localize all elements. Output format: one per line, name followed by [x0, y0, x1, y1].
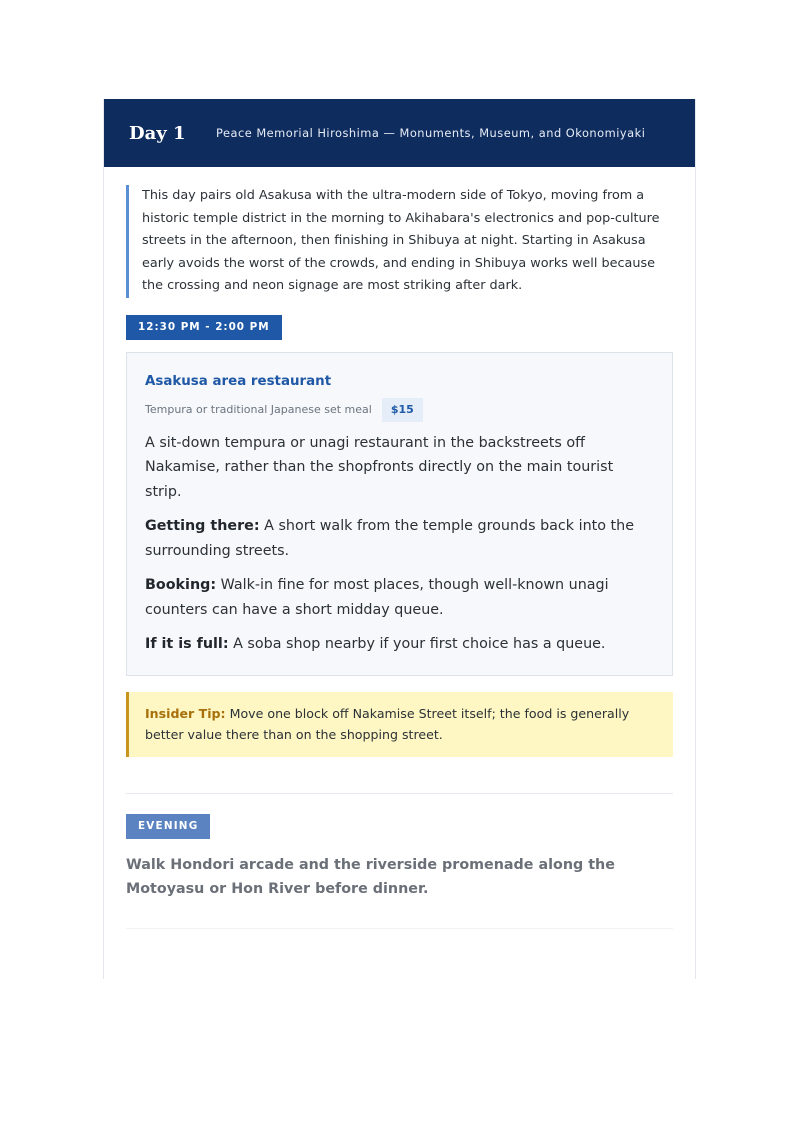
if-full	[145, 632, 654, 657]
getting-there	[145, 514, 654, 563]
booking	[145, 573, 654, 622]
restaurant-type: Tempura or traditional Japanese set meal	[145, 403, 372, 417]
restaurant-meta	[145, 398, 654, 422]
getting-there-text: A short walk from the temple grounds back into the surrounding streets.	[145, 518, 635, 559]
price-badge: $15	[382, 398, 423, 422]
day-card	[103, 99, 696, 979]
booking-text: Walk-in fine for most places, though well-known unagi counters can have a short midday queue.	[145, 577, 609, 618]
evening-badge: EVENING	[126, 814, 210, 839]
section-divider-bottom	[126, 928, 673, 929]
booking-label: Booking:	[145, 577, 217, 594]
day-header	[104, 99, 695, 167]
if-full-text: A soba shop nearby if your first choice has a queue.	[233, 636, 606, 653]
insider-tip-text: Move one block off Nakamise Street itself; the food is generally better value there than on the shopping street.	[145, 705, 630, 742]
evening-text: Walk Hondori arcade and the riverside promenade along the Motoyasu or Hon River before dinner.	[126, 856, 615, 897]
time-slot-badge: 12:30 PM - 2:00 PM	[126, 315, 282, 340]
day-title: Day 1	[129, 122, 186, 144]
restaurant-name[interactable]: Asakusa area restaurant	[145, 373, 332, 389]
insider-tip-label: Insider Tip:	[145, 705, 226, 721]
section-divider	[126, 793, 673, 794]
if-full-label: If it is full:	[145, 636, 229, 653]
day-intro: This day pairs old Asakusa with the ultra-modern side of Tokyo, moving from a historic temple district in the morning to Akihabara's electronics and pop-culture streets in the afternoon, then finishing in Shibuya at night. Starting in Asakusa early avoids the worst of the crowds, and ending in Shibuya works well because the crossing and neon signage are most striking after dark.	[126, 185, 673, 298]
getting-there-label: Getting there:	[145, 518, 260, 535]
insider-tip	[126, 692, 673, 757]
day-subtitle: Peace Memorial Hiroshima — Monuments, Museum, and Okonomiyaki	[216, 126, 646, 140]
day-body	[104, 167, 695, 929]
restaurant-description: A sit-down tempura or unagi restaurant in the backstreets off Nakamise, rather than the shopfronts directly on the main tourist strip.	[145, 434, 614, 500]
restaurant-card	[126, 352, 673, 676]
